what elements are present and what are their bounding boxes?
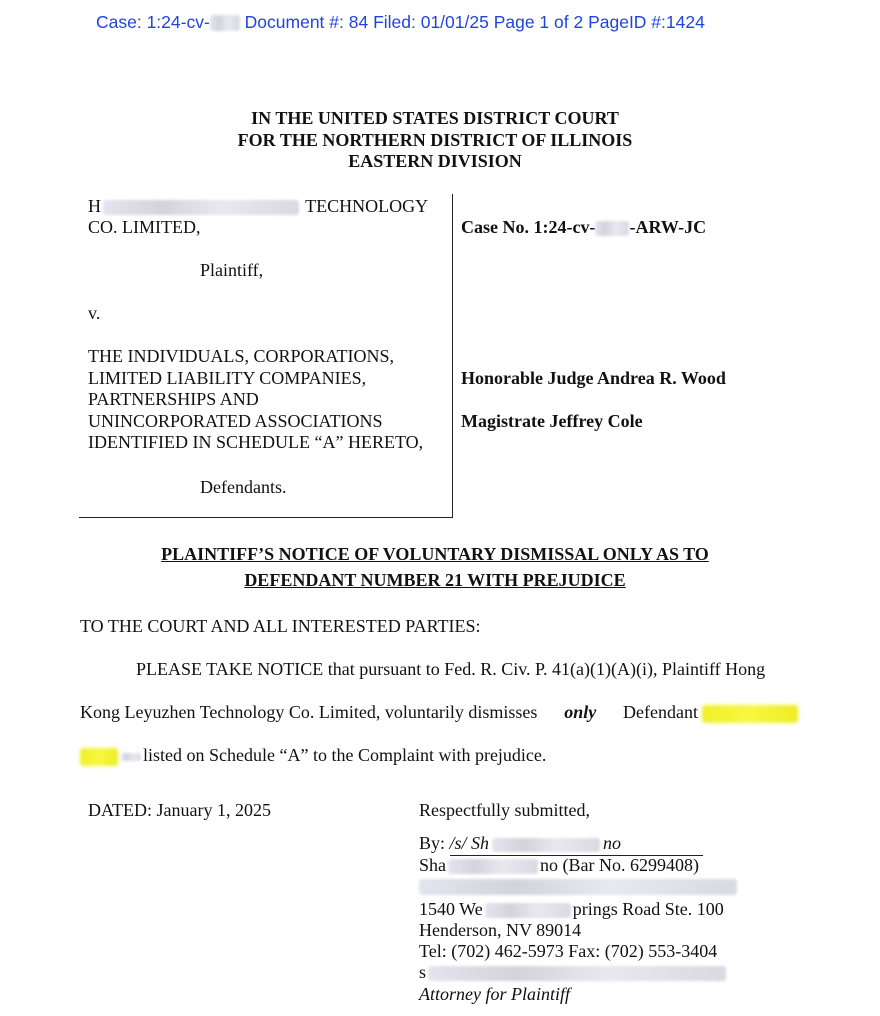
para-line-2-before: Kong Leyuzhen Technology Co. Limited, voluntarily dismisses [80, 702, 538, 722]
redacted-defendant-name [702, 705, 798, 723]
para-line-2-after [623, 702, 798, 723]
plaintiff-name-suffix: TECHNOLOGY [301, 196, 429, 216]
defendants-line-2: LIMITED LIABILITY COMPANIES, [88, 367, 367, 388]
redacted-street [485, 903, 571, 918]
signature-start: /s/ Sh [449, 833, 490, 853]
case-number-prefix: Case No. 1:24-cv- [461, 217, 596, 237]
redacted-attorney-name [448, 859, 538, 874]
notice-paragraph-line-1: PLEASE TAKE NOTICE that pursuant to Fed. R. Civ. P. 41(a)(1)(A)(i), Plaintiff Hong [136, 659, 766, 679]
redacted-defendant-name-end [80, 748, 118, 766]
court-line-2: FOR THE NORTHERN DISTRICT OF ILLINOIS [237, 129, 633, 150]
defendants-line-1: THE INDIVIDUALS, CORPORATIONS, [88, 346, 394, 366]
para-line-3-text: listed on Schedule “A” to the Complaint with prejudice. [143, 745, 547, 765]
court-heading [0, 108, 870, 173]
defendants-line-4: UNINCORPORATED ASSOCIATIONS [88, 410, 383, 431]
attorney-name-prefix: Sha [419, 855, 446, 875]
redacted-firm-name [419, 878, 737, 896]
plaintiff-role: Plaintiff, [200, 260, 264, 280]
plaintiff-name [88, 196, 428, 218]
ecf-header-stamp [96, 12, 705, 33]
redacted-firm-block [419, 879, 737, 895]
redacted-plaintiff-name [103, 200, 299, 215]
defendant-label: Defendant [623, 702, 698, 722]
dated-line: DATED: January 1, 2025 [88, 800, 271, 820]
address-line-2: Henderson, NV 89014 [419, 920, 582, 940]
notice-title-line-1: PLAINTIFF’S NOTICE OF VOLUNTARY DISMISSAL ONLY AS TO [161, 544, 709, 564]
redacted-case-number [210, 15, 240, 31]
defendants-role: Defendants. [200, 477, 287, 497]
signature-line [419, 833, 703, 856]
case-number [461, 217, 706, 239]
address-1-suffix: prings Road Ste. 100 [572, 899, 724, 919]
notice-paragraph-line-3 [80, 745, 546, 766]
court-line-3: EASTERN DIVISION [348, 151, 522, 171]
email-prefix: s [419, 962, 427, 982]
signature-end: no [603, 833, 622, 853]
address-line-1 [419, 899, 724, 921]
stamp-case-suffix: Document #: 84 Filed: 01/01/25 Page 1 of 2 PageID #:1424 [239, 12, 705, 32]
plaintiff-name-prefix: H [88, 196, 101, 216]
by-label: By: [419, 833, 450, 853]
judge-name: Honorable Judge Andrea R. Wood [461, 368, 726, 388]
redacted-case-digits [595, 221, 629, 236]
phone-fax: Tel: (702) 462-5973 Fax: (702) 553-3404 [419, 941, 718, 961]
defendants-block [88, 346, 423, 454]
redacted-fragment [121, 753, 141, 761]
caption-divider-vertical [452, 194, 453, 518]
caption-divider-horizontal [79, 517, 453, 518]
redacted-signature [492, 838, 600, 852]
case-number-suffix: -ARW-JC [629, 217, 707, 237]
court-line-1: IN THE UNITED STATES DISTRICT COURT [251, 108, 619, 128]
notice-title-line-2: DEFENDANT NUMBER 21 WITH PREJUDICE [244, 570, 626, 590]
email-line [419, 962, 726, 984]
closing: Respectfully submitted, [419, 800, 590, 820]
defendants-line-5: IDENTIFIED IN SCHEDULE “A” HERETO, [88, 432, 424, 452]
magistrate-name: Magistrate Jeffrey Cole [461, 411, 643, 431]
attorney-name [419, 855, 699, 877]
plaintiff-name-line-2: CO. LIMITED, [88, 217, 201, 237]
versus: v. [88, 303, 101, 323]
attorney-role: Attorney for Plaintiff [419, 984, 570, 1004]
stamp-case-prefix: Case: 1:24-cv- [96, 12, 210, 32]
signature-underline [450, 833, 703, 856]
address-1-prefix: 1540 We [419, 899, 483, 919]
salutation: TO THE COURT AND ALL INTERESTED PARTIES: [80, 616, 481, 636]
redacted-email [428, 966, 726, 981]
defendants-line-3: PARTNERSHIPS AND [88, 389, 259, 409]
para-line-2-emphasis: only [564, 702, 597, 722]
notice-paragraph-line-2 [80, 702, 798, 723]
attorney-name-suffix: no (Bar No. 6299408) [540, 855, 699, 875]
